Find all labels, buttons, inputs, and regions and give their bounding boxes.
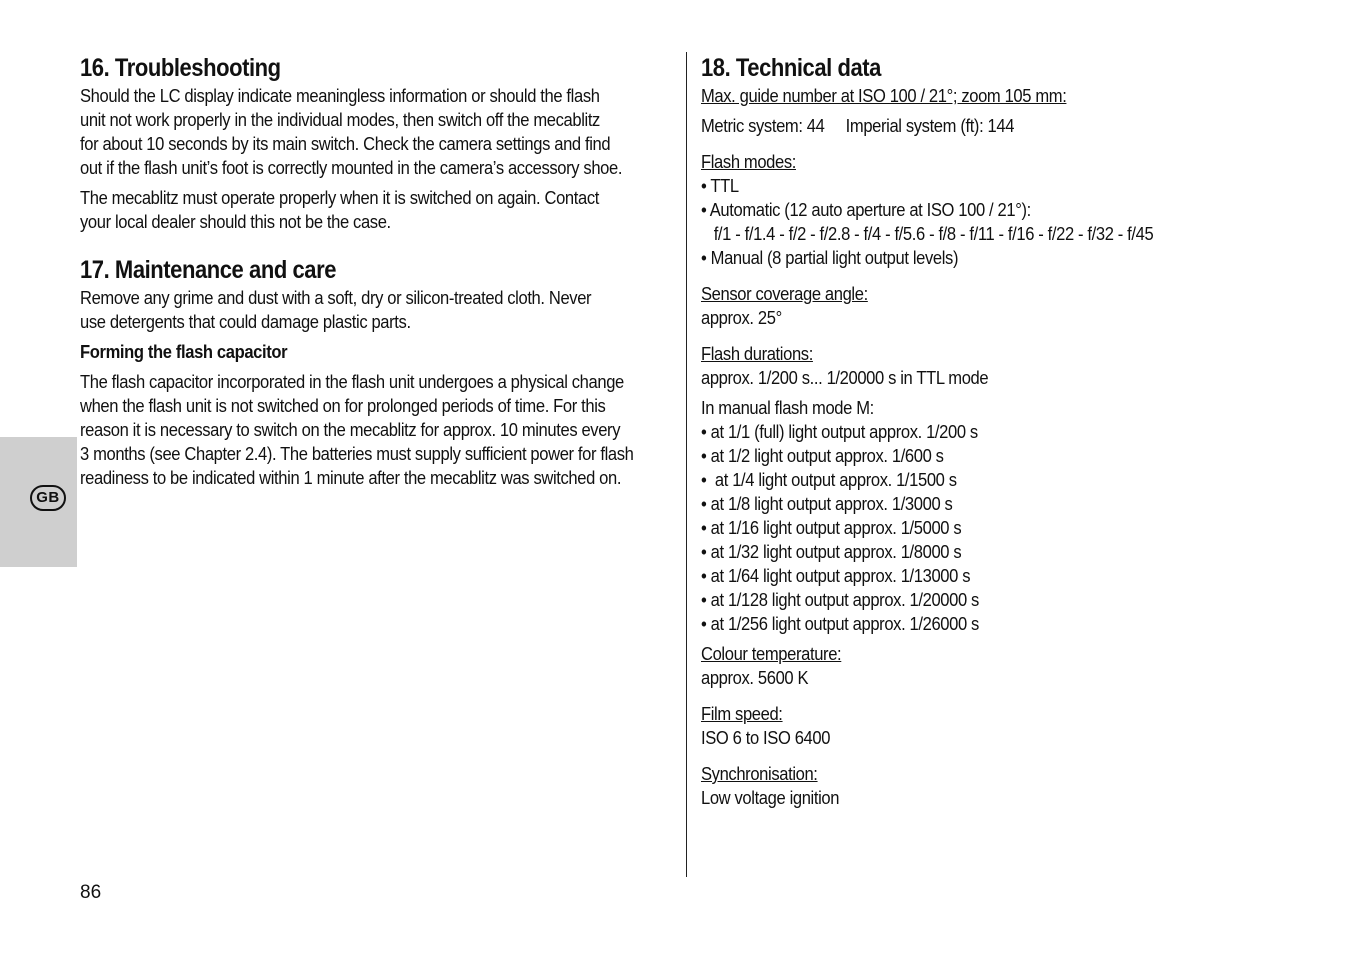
- sync-value: Low voltage ignition: [701, 788, 840, 808]
- text-line: use detergents that could damage plastic parts.: [80, 312, 411, 332]
- list-item: • at 1/8 light output approx. 1/3000 s: [701, 494, 953, 514]
- section-17-title: 17. Maintenance and care: [80, 256, 336, 284]
- flash-modes-label: Flash modes:: [701, 152, 796, 172]
- sensor-angle-label: Sensor coverage angle:: [701, 284, 868, 304]
- flash-modes-list: [701, 174, 1341, 270]
- colour-temp-label: Colour temperature:: [701, 644, 842, 664]
- list-item: • at 1/32 light output approx. 1/8000 s: [701, 542, 962, 562]
- list-item: • at 1/128 light output approx. 1/20000 s: [701, 590, 979, 610]
- text-line: The mecablitz must operate properly when it is switched on again. Contact: [80, 188, 599, 208]
- language-badge: GB: [30, 485, 66, 511]
- left-column: [80, 52, 680, 490]
- page-number: 86: [80, 882, 102, 903]
- section-17-para-1: [80, 286, 680, 334]
- text-line: when the flash unit is not switched on for prolonged periods of time. For this: [80, 396, 606, 416]
- list-item: • Automatic (12 auto aperture at ISO 100 / 21°):: [701, 200, 1031, 220]
- text-line: readiness to be indicated within 1 minute after the mecablitz was switched on.: [80, 468, 622, 488]
- subheading-capacitor: Forming the flash capacitor: [80, 342, 288, 362]
- list-item: f/1 - f/1.4 - f/2 - f/2.8 - f/4 - f/5.6 - f/8 - f/11 - f/16 - f/22 - f/32 - f/45: [701, 224, 1154, 244]
- section-18-title: 18. Technical data: [701, 54, 881, 82]
- sync-label: Synchronisation:: [701, 764, 818, 784]
- list-item: • at 1/64 light output approx. 1/13000 s: [701, 566, 971, 586]
- right-column: [701, 52, 1341, 810]
- column-divider: [686, 52, 687, 877]
- list-item: • at 1/256 light output approx. 1/26000 s: [701, 614, 979, 634]
- flash-durations-value: approx. 1/200 s... 1/20000 s in TTL mode: [701, 368, 989, 388]
- list-item: • at 1/4 light output approx. 1/1500 s: [701, 470, 957, 490]
- sensor-angle-value: approx. 25°: [701, 308, 782, 328]
- section-16-para-1: [80, 84, 680, 180]
- flash-durations-label: Flash durations:: [701, 344, 813, 364]
- film-speed-value: ISO 6 to ISO 6400: [701, 728, 831, 748]
- manual-durations-list: [701, 420, 1341, 636]
- text-line: The flash capacitor incorporated in the flash unit undergoes a physical change: [80, 372, 624, 392]
- section-16-title: 16. Troubleshooting: [80, 54, 281, 82]
- list-item: • Manual (8 partial light output levels): [701, 248, 959, 268]
- guide-number-label: Max. guide number at ISO 100 / 21°; zoom 105 mm:: [701, 86, 1067, 106]
- text-line: Should the LC display indicate meaningless information or should the flash: [80, 86, 600, 106]
- text-line: for about 10 seconds by its main switch. Check the camera settings and find: [80, 134, 611, 154]
- text-line: Remove any grime and dust with a soft, dry or silicon-treated cloth. Never: [80, 288, 592, 308]
- text-line: your local dealer should this not be the case.: [80, 212, 391, 232]
- list-item: • at 1/2 light output approx. 1/600 s: [701, 446, 944, 466]
- list-item: • TTL: [701, 176, 739, 196]
- film-speed-label: Film speed:: [701, 704, 783, 724]
- section-17-para-2: [80, 370, 680, 490]
- text-line: unit not work properly in the individual modes, then switch off the mecablitz: [80, 110, 600, 130]
- text-line: out if the flash unit’s foot is correctly mounted in the camera’s accessory shoe.: [80, 158, 623, 178]
- section-16-para-2: [80, 186, 680, 234]
- text-line: 3 months (see Chapter 2.4). The batteries must supply sufficient power for flash: [80, 444, 634, 464]
- list-item: • at 1/1 (full) light output approx. 1/200 s: [701, 422, 978, 442]
- text-line: reason it is necessary to switch on the mecablitz for approx. 10 minutes every: [80, 420, 621, 440]
- list-item: • at 1/16 light output approx. 1/5000 s: [701, 518, 962, 538]
- manual-mode-intro: In manual flash mode M:: [701, 398, 874, 418]
- guide-number-value: Metric system: 44 Imperial system (ft): 144: [701, 116, 1015, 136]
- colour-temp-value: approx. 5600 K: [701, 668, 809, 688]
